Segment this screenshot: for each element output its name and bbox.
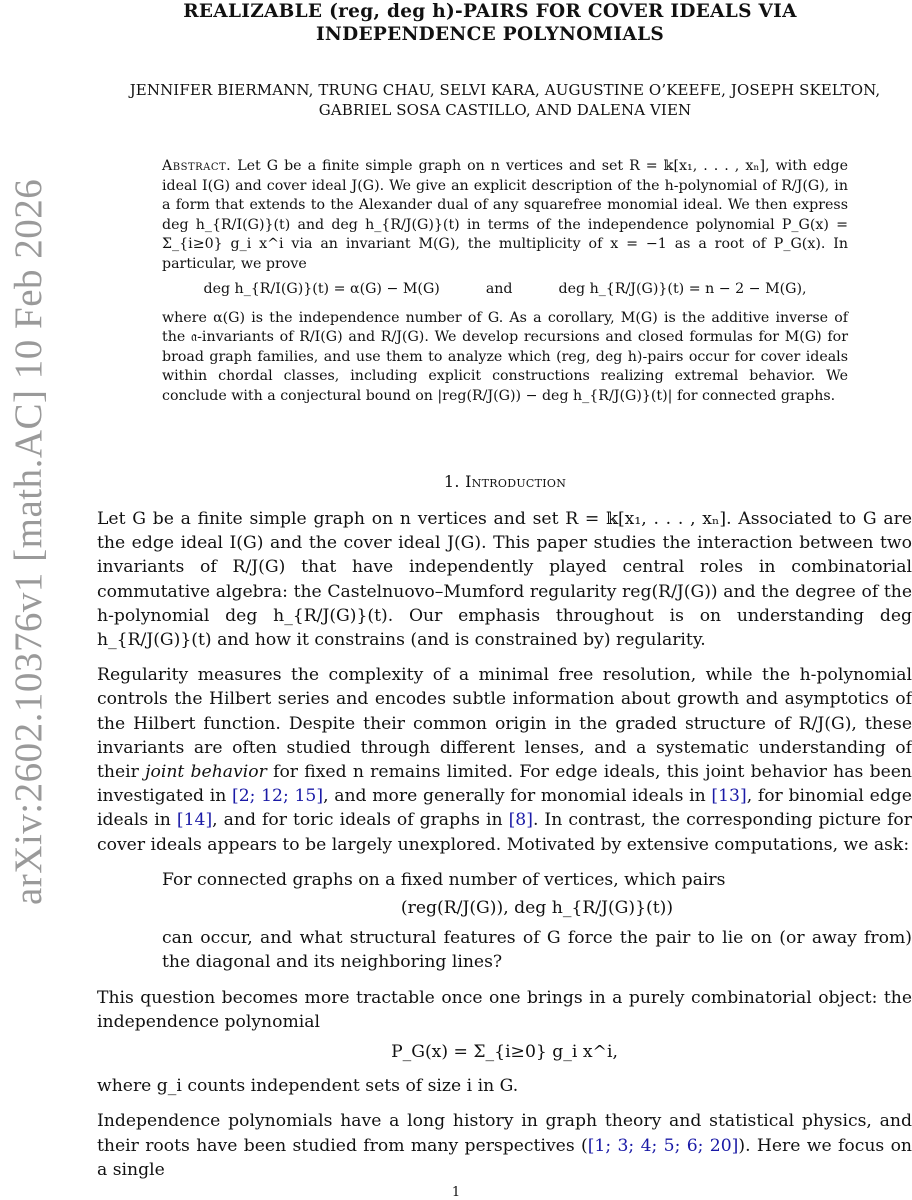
- author-list: [100, 80, 910, 120]
- citation-link[interactable]: [14]: [176, 810, 213, 831]
- p5-text-b: ). Here we focus on a single: [97, 1135, 912, 1180]
- p2-text-b: for fixed n remains limited. For edge ideals, this joint behavior has been investigated in: [97, 762, 912, 807]
- authors-line-2: GABRIEL SOSA CASTILLO, AND DALENA VIEN: [318, 101, 692, 119]
- page-number: 1: [451, 1185, 461, 1200]
- citation-link[interactable]: [8]: [508, 810, 533, 831]
- p2-emphasis: joint behavior: [145, 762, 267, 783]
- intro-paragraph-3: This question becomes more tractable once one brings in a purely combinatorial object: the independence polynomial: [97, 987, 912, 1032]
- section-heading: [160, 472, 850, 491]
- abstract-paragraph-1: [162, 157, 848, 274]
- p2-text-d: , for binomial edge ideals in: [97, 786, 912, 831]
- abstract-display-equation: [162, 280, 848, 300]
- independence-polynomial-display: P_G(x) = Σ_{i≥0} g_i x^i,: [391, 1042, 618, 1063]
- abstract: [162, 157, 848, 406]
- abstract-text-1: Let G be a finite simple graph on n vertices and set R = 𝕜[x₁, . . . , xₙ], with edge ideal I(G) and cover ideal J(G). We give an explicit description of the h-polynomial of R/J(G), in a form that extends to the Alexander dual of any squarefree monomial ideal. We then express deg h_{R/I(G)}(t) and deg h_{R/J(G)}(t) in terms of the independence polynomial P_G(x) = Σ_{i≥0} g_i x^i via an invariant M(G), the multiplicity of x = −1 as a root of P_G(x). In particular, we prove: [162, 158, 848, 272]
- citation-link[interactable]: [2; 12; 15]: [231, 786, 324, 807]
- question-display-pair: (reg(R/J(G)), deg h_{R/J(G)}(t)): [400, 898, 674, 919]
- p5-text-a: Independence polynomials have a long history in graph theory and statistical physics, and their roots have been studied from many perspectives (: [97, 1111, 912, 1156]
- citation-link[interactable]: [1; 3; 4; 5; 6; 20]: [587, 1135, 739, 1156]
- abstract-eq-right: deg h_{R/J(G)}(t) = n − 2 − M(G),: [558, 281, 807, 297]
- p2-text-f: . In contrast, the corresponding picture for cover ideals appears to be largely unexplored. Motivated by extensive computations, we ask:: [97, 810, 912, 855]
- p2-text-c: , and more generally for monomial ideals in: [323, 786, 706, 807]
- authors-line-1: JENNIFER BIERMANN, TRUNG CHAU, SELVI KARA, AUGUSTINE O’KEEFE, JOSEPH SKELTON,: [129, 81, 881, 99]
- section-number: 1.: [443, 472, 460, 491]
- abstract-label: Abstract.: [162, 158, 232, 174]
- abstract-paragraph-2: where α(G) is the independence number of G. As a corollary, M(G) is the additive inverse of the 𝔞-invariants of R/I(G) and R/J(G). We develop recursions and closed formulas for M(G) for broad graph families, and use them to analyze which (reg, deg h)-pairs occur for cover ideals within chordal classes, including explicit constructions realizing extremal behavior. We conclude with a conjectural bound on |reg(R/J(G)) − deg h_{R/J(G)}(t)| for connected graphs.: [162, 309, 848, 404]
- intro-paragraph-1: Let G be a finite simple graph on n vertices and set R = 𝕜[x₁, . . . , xₙ]. Associated to G are the edge ideal I(G) and the cover ideal J(G). This paper studies the interaction between two invariants of R/J(G) that have independently played central roles in combinatorial commutative algebra: the Castelnuovo–Mumford regularity reg(R/J(G)) and the degree of the h-polynomial deg h_{R/J(G)}(t). Our emphasis throughout is on understanding deg h_{R/J(G)}(t) and how it constrains (and is constrained by) regularity.: [97, 509, 912, 651]
- question-line-2: can occur, and what structural features of G force the pair to lie on (or away from) the diagonal and its neighboring lines?: [162, 928, 912, 973]
- paper-title: [140, 0, 840, 46]
- body-text: [97, 507, 912, 1193]
- research-question: [162, 868, 912, 975]
- arxiv-identifier: arXiv:2602.10376v1 [math.AC] 10 Feb 2026: [7, 178, 50, 905]
- question-line-1: For connected graphs on a fixed number of vertices, which pairs: [162, 869, 726, 890]
- intro-paragraph-5: [97, 1109, 912, 1182]
- intro-paragraph-2: [97, 663, 912, 857]
- title-line-1: REALIZABLE (reg, deg h)-PAIRS FOR COVER IDEALS VIA: [183, 1, 797, 22]
- p2-text-a: Regularity measures the complexity of a minimal free resolution, while the h-polynomial controls the Hilbert series and encodes subtle information about growth and asymptotics of the Hilbert function. Despite their common origin in the graded structure of R/J(G), these invariants are often studied through different lenses, and a systematic understanding of their: [97, 665, 912, 783]
- title-line-2: INDEPENDENCE POLYNOMIALS: [315, 24, 665, 45]
- intro-paragraph-4: where g_i counts independent sets of size i in G.: [97, 1076, 519, 1097]
- abstract-eq-left: deg h_{R/I(G)}(t) = α(G) − M(G): [203, 281, 440, 297]
- p2-text-e: , and for toric ideals of graphs in: [212, 810, 503, 831]
- section-title: Introduction: [465, 472, 567, 491]
- citation-link[interactable]: [13]: [711, 786, 747, 807]
- abstract-eq-and: and: [485, 281, 513, 297]
